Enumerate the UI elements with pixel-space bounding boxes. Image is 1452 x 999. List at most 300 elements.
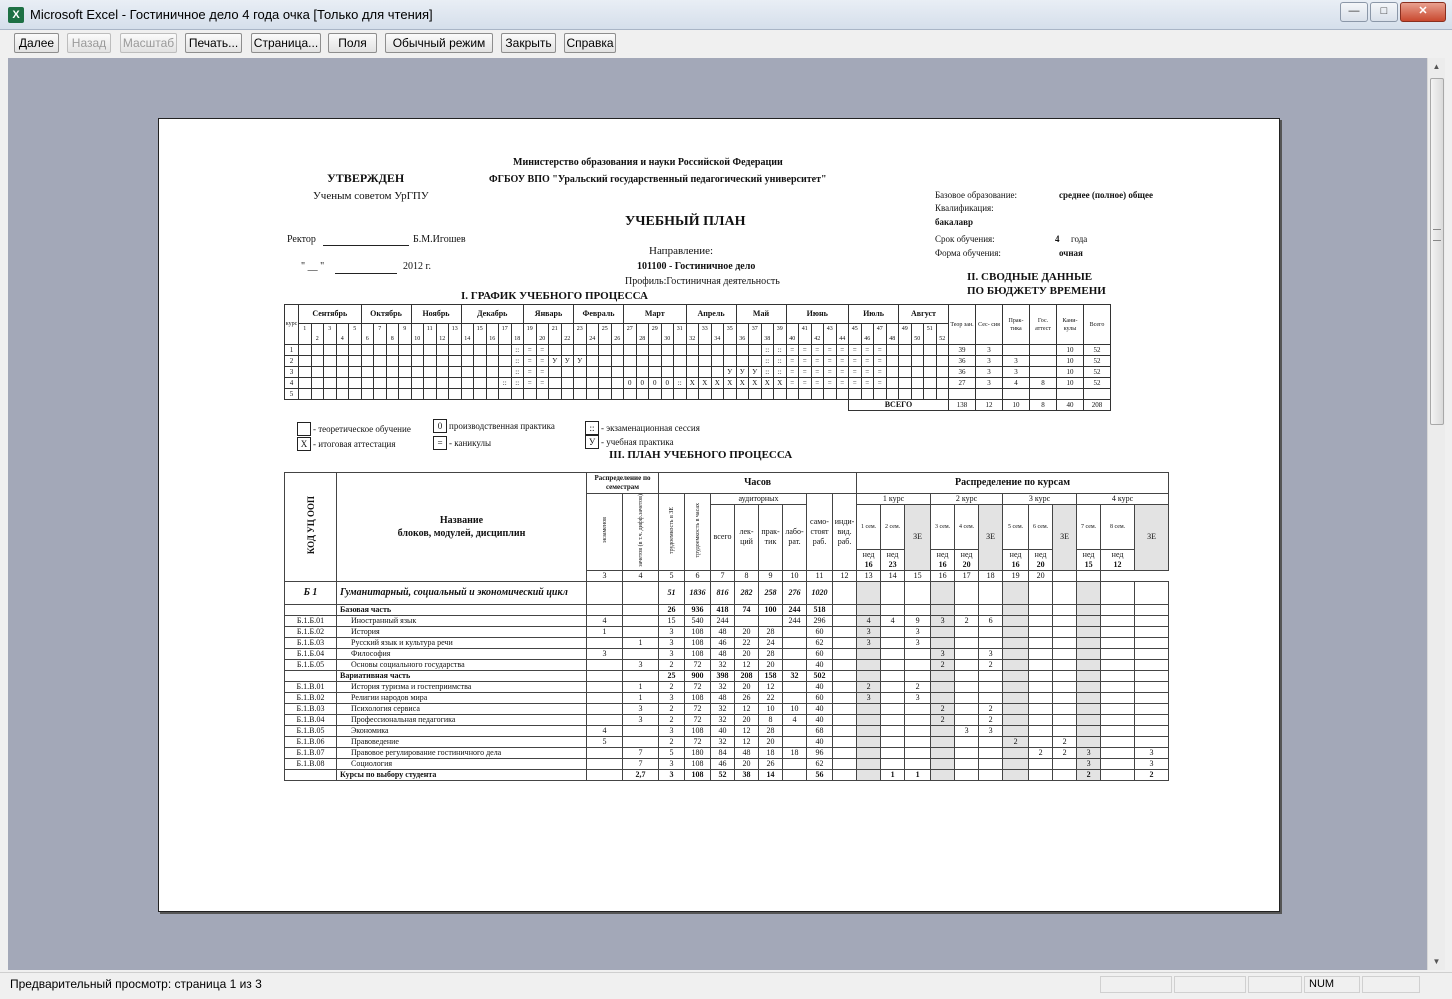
week-cell [361, 389, 374, 400]
week-cell [611, 389, 624, 400]
week-cell [924, 378, 937, 389]
week-cell: = [824, 378, 837, 389]
discipline-code [285, 604, 337, 615]
week-number: 46 [861, 334, 874, 345]
plan-cell [881, 670, 905, 681]
help-button[interactable]: Справка [564, 33, 616, 53]
plan-cell [1101, 626, 1135, 637]
hours-header: Часов [659, 473, 857, 494]
week-cell: У [549, 356, 562, 367]
discipline-code: Б.1.Б.02 [285, 626, 337, 637]
plan-cell [587, 769, 623, 780]
individual-header: инди- вид. раб. [833, 494, 857, 571]
week-cell: = [836, 356, 849, 367]
plan-cell [931, 637, 955, 648]
plan-cell [1029, 648, 1053, 659]
week-cell [936, 389, 949, 400]
kurs-number: 2 [285, 356, 299, 367]
plan-cell [881, 637, 905, 648]
plan-cell [1029, 659, 1053, 670]
term-unit: года [1071, 234, 1088, 244]
plan-cell: 6 [979, 615, 1003, 626]
vertical-header-text: экзаменов [601, 517, 608, 544]
name-header-line1: Название [439, 514, 484, 526]
plan-cell: 72 [685, 736, 711, 747]
week-cell [936, 367, 949, 378]
maximize-button[interactable]: □ [1370, 2, 1398, 22]
plan-cell [833, 758, 857, 769]
week-cell [686, 389, 699, 400]
week-cell [311, 389, 324, 400]
discipline-code: Б.1.В.01 [285, 681, 337, 692]
column-number: 15 [905, 570, 931, 581]
course-header: 1 курс [857, 494, 931, 505]
week-cell [911, 356, 924, 367]
month-header: Май [736, 305, 786, 324]
weeks-header [1077, 549, 1101, 570]
plan-cell: 2 [659, 659, 685, 670]
week-cell [936, 378, 949, 389]
week-number: 11 [424, 324, 437, 335]
plan-cell: 40 [807, 714, 833, 725]
week-cell: Х [736, 378, 749, 389]
week-cell [499, 356, 512, 367]
budget-cell [1030, 367, 1057, 378]
plan-cell [623, 736, 659, 747]
plan-cell: 1 [623, 637, 659, 648]
direction-label: Направление: [649, 245, 714, 257]
week-number [499, 334, 512, 345]
plan-cell [881, 736, 905, 747]
month-header: Январь [524, 305, 574, 324]
plan-cell [857, 747, 881, 758]
weeks-label: нед [936, 549, 949, 559]
month-header: Июль [849, 305, 899, 324]
week-cell [299, 356, 312, 367]
plan-cell [1101, 714, 1135, 725]
week-number: 29 [649, 324, 662, 335]
week-cell [436, 367, 449, 378]
plan-cell: 1 [623, 681, 659, 692]
total-cell: 12 [976, 400, 1003, 411]
plan-cell [931, 581, 955, 604]
weeks-label: нед [1034, 549, 1047, 559]
plan-cell: 108 [685, 692, 711, 703]
plan-cell [955, 769, 979, 780]
week-number [674, 334, 687, 345]
plan-cell: 28 [759, 648, 783, 659]
plan-cell: 2 [931, 714, 955, 725]
week-number: 12 [436, 334, 449, 345]
plan-cell [783, 725, 807, 736]
plan-cell [1029, 637, 1053, 648]
week-number: 14 [461, 334, 474, 345]
week-cell: = [849, 356, 862, 367]
close-window-button[interactable]: ✕ [1400, 2, 1446, 22]
plan-cell: 20 [735, 714, 759, 725]
week-cell [786, 389, 799, 400]
plan-cell [735, 615, 759, 626]
kurs-header: курс [285, 305, 299, 345]
plan-cell: 72 [685, 681, 711, 692]
total-cell: 10 [1003, 400, 1030, 411]
plan-cell [955, 703, 979, 714]
week-cell [474, 345, 487, 356]
week-cell [411, 367, 424, 378]
plan-cell [955, 758, 979, 769]
plan-cell [1101, 692, 1135, 703]
discipline-name: Психология сервиса [337, 703, 587, 714]
week-number: 31 [674, 324, 687, 335]
week-cell [711, 367, 724, 378]
plan-cell [1053, 692, 1077, 703]
scroll-thumb[interactable] [1430, 78, 1444, 425]
plan-cell: 10 [759, 703, 783, 714]
plan-cell [1135, 626, 1169, 637]
plan-cell: 18 [759, 747, 783, 758]
section-row [285, 604, 1169, 615]
plan-cell: 12 [735, 725, 759, 736]
week-number [586, 324, 599, 335]
week-number: 20 [536, 334, 549, 345]
column-number: 4 [623, 570, 659, 581]
week-cell: :: [774, 356, 787, 367]
week-cell [449, 345, 462, 356]
plan-cell [1029, 604, 1053, 615]
week-cell [574, 345, 587, 356]
week-cell [811, 389, 824, 400]
week-cell [899, 378, 912, 389]
plan-cell [1077, 659, 1101, 670]
plan-cell: 108 [685, 637, 711, 648]
week-cell [636, 356, 649, 367]
plan-cell: 3 [623, 659, 659, 670]
plan-cell [783, 681, 807, 692]
plan-cell [623, 626, 659, 637]
week-cell [611, 378, 624, 389]
week-cell [424, 389, 437, 400]
vertical-scrollbar[interactable] [1427, 58, 1445, 970]
column-number: 9 [759, 570, 783, 581]
discipline-code: Б 1 [285, 581, 337, 604]
plan-cell: 32 [711, 659, 735, 670]
week-number [749, 334, 762, 345]
margins-button[interactable]: Поля [328, 33, 377, 53]
week-cell [474, 389, 487, 400]
discipline-name: Курсы по выбору студента [337, 769, 587, 780]
week-number: 43 [824, 324, 837, 335]
week-cell [636, 367, 649, 378]
week-cell: Х [761, 378, 774, 389]
week-cell [524, 389, 537, 400]
plan-cell: 4 [587, 615, 623, 626]
plan-cell [1101, 758, 1135, 769]
week-cell [749, 345, 762, 356]
plan-cell: 936 [685, 604, 711, 615]
week-cell [474, 378, 487, 389]
week-cell [599, 378, 612, 389]
week-cell: 0 [649, 378, 662, 389]
discipline-code: Б.1.В.06 [285, 736, 337, 747]
week-cell [899, 356, 912, 367]
plan-cell: 24 [759, 637, 783, 648]
plan-cell: 3 [659, 692, 685, 703]
plan-cell: 4 [857, 615, 881, 626]
plan-cell: 1 [587, 626, 623, 637]
week-number: 6 [361, 334, 374, 345]
legend-symbol [297, 422, 311, 436]
print-preview-toolbar [0, 30, 1452, 58]
discipline-code: Б.1.В.05 [285, 725, 337, 736]
legend-text: - каникулы [449, 438, 491, 448]
week-number: 37 [749, 324, 762, 335]
week-cell [886, 378, 899, 389]
plan-cell: 40 [807, 659, 833, 670]
plan-cell: 540 [685, 615, 711, 626]
week-cell: = [786, 345, 799, 356]
week-number [436, 324, 449, 335]
plan-cell: 2 [979, 714, 1003, 725]
plan-cell: 2 [955, 615, 979, 626]
minimize-button[interactable]: — [1340, 2, 1368, 22]
form-label: Форма обучения: [935, 248, 1001, 258]
month-header: Октябрь [361, 305, 411, 324]
plan-cell [931, 681, 955, 692]
plan-cell [1101, 604, 1135, 615]
plan-cell [955, 637, 979, 648]
week-cell [924, 367, 937, 378]
plan-cell: 1836 [685, 581, 711, 604]
week-cell [474, 367, 487, 378]
year-label: 2012 г. [403, 261, 431, 272]
discipline-row [285, 659, 1169, 670]
week-cell [324, 389, 337, 400]
week-number: 26 [611, 334, 624, 345]
plan-cell [979, 581, 1003, 604]
week-cell: = [536, 356, 549, 367]
plan-cell [1029, 681, 1053, 692]
plan-cell: 3 [659, 725, 685, 736]
plan-cell [833, 637, 857, 648]
week-cell [574, 378, 587, 389]
plan-cell [1101, 769, 1135, 780]
weeks-header [1029, 549, 1053, 570]
week-cell [599, 356, 612, 367]
week-cell: :: [761, 356, 774, 367]
plan-cell: 26 [659, 604, 685, 615]
week-cell [424, 378, 437, 389]
week-cell [649, 345, 662, 356]
week-number [411, 324, 424, 335]
column-number: 19 [1003, 570, 1029, 581]
month-header: Март [624, 305, 687, 324]
plan-cell [1101, 681, 1135, 692]
normal-view-button[interactable]: Обычный режим [385, 33, 493, 53]
plan-cell [1101, 670, 1135, 681]
plan-cell: 3 [623, 703, 659, 714]
week-cell [749, 356, 762, 367]
status-cell [1248, 976, 1302, 993]
week-cell [899, 389, 912, 400]
column-number: 20 [1029, 570, 1053, 581]
week-cell [299, 345, 312, 356]
plan-cell [905, 659, 931, 670]
plan-cell: 3 [905, 626, 931, 637]
discipline-row [285, 714, 1169, 725]
column-number: 5 [659, 570, 685, 581]
plan-cell [1053, 681, 1077, 692]
week-cell: = [836, 345, 849, 356]
plan-cell [1135, 714, 1169, 725]
plan-cell [1029, 581, 1053, 604]
week-cell [824, 389, 837, 400]
week-cell [349, 378, 362, 389]
week-cell [536, 389, 549, 400]
vertical-header-text: трудоемкость в ЗЕ [668, 506, 675, 554]
plan-cell [833, 681, 857, 692]
discipline-name: Русский язык и культура речи [337, 637, 587, 648]
plan-cell [623, 615, 659, 626]
plan-cell [1053, 714, 1077, 725]
week-number [711, 324, 724, 335]
week-cell: = [811, 378, 824, 389]
week-number: 9 [399, 324, 412, 335]
week-number [336, 324, 349, 335]
budget-cell: 27 [949, 378, 976, 389]
plan-cell [857, 581, 881, 604]
auditory-subheader: всего [711, 505, 735, 571]
plan-cell [905, 581, 931, 604]
plan-cell [1077, 736, 1101, 747]
plan-cell: 2 [1003, 736, 1029, 747]
week-cell [324, 367, 337, 378]
plan-cell [979, 670, 1003, 681]
scroll-up-arrow-icon[interactable]: ▲ [1432, 62, 1441, 71]
week-cell [911, 378, 924, 389]
month-header: Ноябрь [411, 305, 461, 324]
weeks-value: 20 [1036, 559, 1045, 569]
week-cell: = [824, 367, 837, 378]
plan-cell: 32 [711, 681, 735, 692]
page-setup-button[interactable]: Страница... [251, 33, 321, 53]
week-cell: У [724, 367, 737, 378]
week-number: 8 [386, 334, 399, 345]
plan-cell [1003, 692, 1029, 703]
plan-cell [979, 736, 1003, 747]
ze-header: ЗЕ [979, 505, 1003, 571]
plan-cell [833, 581, 857, 604]
legend-text: - экзаменационная сессия [601, 423, 700, 433]
week-cell [699, 356, 712, 367]
discipline-code: Б.1.В.04 [285, 714, 337, 725]
plan-cell [1029, 626, 1053, 637]
plan-cell: 46 [711, 637, 735, 648]
weeks-header [1003, 549, 1029, 570]
section3-title: III. ПЛАН УЧЕБНОГО ПРОЦЕССА [609, 449, 793, 461]
week-cell [449, 367, 462, 378]
week-cell [324, 345, 337, 356]
plan-cell: 3 [659, 769, 685, 780]
plan-cell: 40 [711, 725, 735, 736]
zoom-button[interactable]: Масштаб [120, 33, 177, 53]
plan-cell [857, 670, 881, 681]
discipline-name: Социология [337, 758, 587, 769]
next-button[interactable]: Далее [14, 33, 59, 53]
week-number [624, 334, 637, 345]
approved-label: УТВЕРЖДЕН [327, 171, 405, 185]
print-button[interactable]: Печать... [185, 33, 242, 53]
discipline-name: Экономика [337, 725, 587, 736]
weeks-value: 12 [1113, 559, 1122, 569]
plan-cell: 60 [807, 648, 833, 659]
plan-cell [587, 681, 623, 692]
week-number: 36 [736, 334, 749, 345]
plan-cell: 2 [659, 714, 685, 725]
week-number [424, 334, 437, 345]
plan-cell: 22 [759, 692, 783, 703]
plan-cell [905, 714, 931, 725]
close-preview-button[interactable]: Закрыть [501, 33, 556, 53]
plan-cell: 40 [807, 736, 833, 747]
week-cell: = [536, 378, 549, 389]
plan-cell [931, 604, 955, 615]
week-cell: :: [511, 367, 524, 378]
plan-cell: 20 [759, 736, 783, 747]
week-cell [561, 389, 574, 400]
auditory-subheader: лек- ций [735, 505, 759, 571]
legend-symbol: 0 [433, 419, 447, 433]
plan-cell [587, 703, 623, 714]
plan-cell [1053, 648, 1077, 659]
week-cell [661, 345, 674, 356]
discipline-name: Философия [337, 648, 587, 659]
scroll-down-arrow-icon[interactable]: ▼ [1432, 957, 1441, 966]
week-cell: У [736, 367, 749, 378]
week-cell [386, 345, 399, 356]
discipline-row [285, 637, 1169, 648]
plan-cell [857, 659, 881, 670]
column-number: 6 [685, 570, 711, 581]
discipline-code: Б.1.В.07 [285, 747, 337, 758]
week-cell [611, 356, 624, 367]
plan-cell [1003, 703, 1029, 714]
week-cell [836, 389, 849, 400]
plan-cell [955, 692, 979, 703]
week-cell: 0 [636, 378, 649, 389]
week-cell [311, 378, 324, 389]
section-row [285, 769, 1169, 780]
plan-cell: 244 [783, 615, 807, 626]
plan-cell [833, 659, 857, 670]
plan-cell: 3 [1077, 747, 1101, 758]
plan-cell [979, 747, 1003, 758]
plan-cell: 2 [931, 703, 955, 714]
base-education-label: Базовое образование: [935, 190, 1018, 200]
plan-cell: 3 [931, 615, 955, 626]
week-cell [499, 389, 512, 400]
plan-cell [931, 670, 955, 681]
plan-cell [979, 692, 1003, 703]
back-button[interactable]: Назад [67, 33, 111, 53]
plan-cell [1077, 714, 1101, 725]
week-cell [924, 389, 937, 400]
plan-cell [931, 626, 955, 637]
week-cell [599, 345, 612, 356]
plan-cell [587, 637, 623, 648]
plan-cell: 46 [711, 758, 735, 769]
week-cell [549, 345, 562, 356]
week-number [699, 334, 712, 345]
